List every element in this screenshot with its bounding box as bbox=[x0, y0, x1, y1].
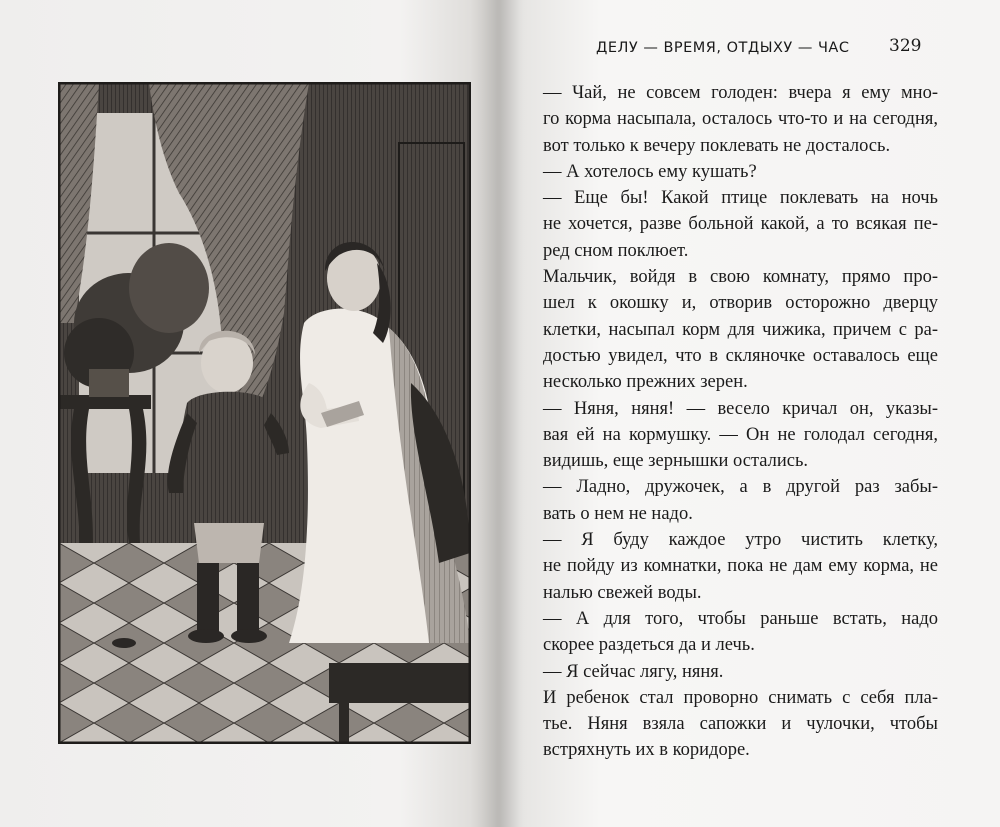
text-line: И ребенок стал проворно снимать с себя пла- bbox=[543, 687, 938, 708]
text-line: скорее раздеться да и лечь. bbox=[543, 635, 755, 656]
text-line: встряхнуть их в коридоре. bbox=[543, 740, 750, 761]
text-line: налью свежей воды. bbox=[543, 582, 702, 603]
text-line: несколько прежних зерен. bbox=[543, 372, 748, 393]
text-line: вать о нем не надо. bbox=[543, 503, 693, 524]
engraving-svg bbox=[59, 83, 470, 743]
engraving-illustration bbox=[58, 82, 471, 744]
text-line: — Няня, няня! — весело кричал он, указы- bbox=[543, 398, 938, 419]
text-line: — Я буду каждое утро чистить клетку, bbox=[543, 530, 938, 551]
text-line: шел к окошку и, отворив осторожно дверцу bbox=[543, 293, 938, 314]
text-line: Мальчик, войдя в свою комнату, прямо про- bbox=[543, 267, 938, 288]
running-head: ДЕЛУ — ВРЕМЯ, ОТДЫХУ — ЧАС bbox=[596, 40, 850, 56]
text-line: видишь, еще зернышки остались. bbox=[543, 451, 809, 472]
text-line: ред сном поклюет. bbox=[543, 240, 689, 261]
text-line: не хочется, разве больной какой, а то всякая пе- bbox=[543, 214, 938, 235]
text-line: — Чай, не совсем голоден: вчера я ему мно- bbox=[543, 83, 938, 103]
text-line: вот только к вечеру поклевать не досталось. bbox=[543, 135, 891, 156]
text-line: го корма насыпала, осталось что-то и на сегодня, bbox=[543, 109, 938, 130]
text-line: достью увидел, что в скляночке оставалось еще bbox=[543, 345, 938, 366]
text-line: вая ей на кормушку. — Он не голодал сегодня, bbox=[543, 424, 938, 445]
text-line: не пойду из комнатки, пока не дам ему корма, не bbox=[543, 556, 938, 577]
page-number: 329 bbox=[889, 36, 922, 56]
text-line: — Я сейчас лягу, няня. bbox=[543, 661, 724, 682]
right-page bbox=[500, 0, 1000, 827]
text-line: — Еще бы! Какой птице поклевать на ночь bbox=[543, 188, 938, 209]
text-line: — А для того, чтобы раньше встать, надо bbox=[543, 608, 938, 629]
text-line: тье. Няня взяла сапожки и чулочки, чтобы bbox=[543, 714, 938, 735]
text-line: клетки, насыпал корм для чижика, причем с ра- bbox=[543, 319, 938, 340]
text-line: — А хотелось ему кушать? bbox=[543, 161, 757, 182]
body-text bbox=[543, 80, 938, 764]
text-line: — Ладно, дружочек, а в другой раз забы- bbox=[543, 477, 938, 498]
